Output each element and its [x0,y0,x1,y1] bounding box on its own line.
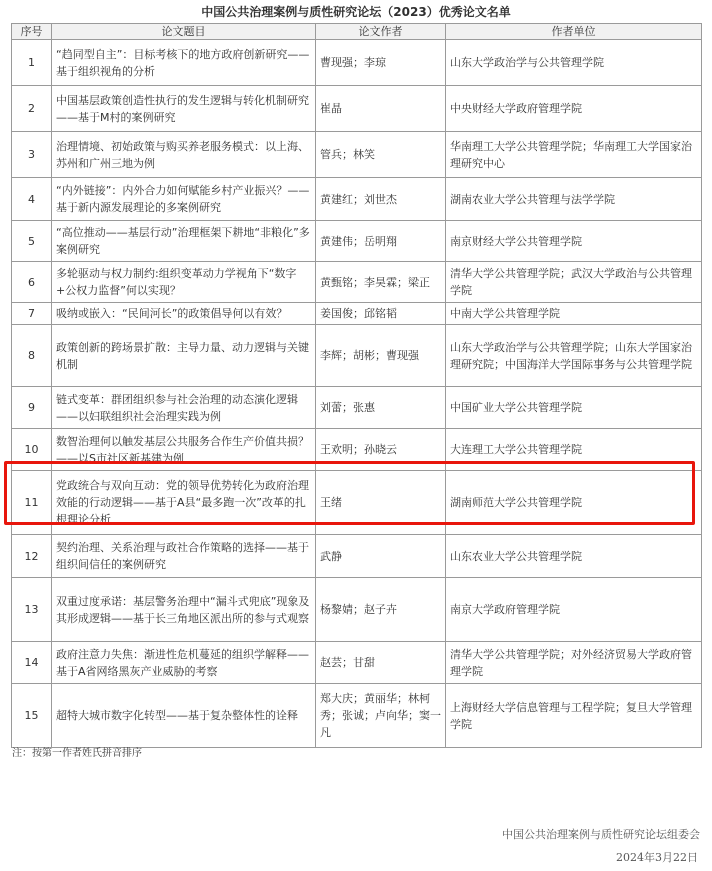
row-topic: 数智治理何以触发基层公共服务合作生产价值共损？——以S市社区新基建为例 [52,429,316,471]
row-authors: 黄建红；刘世杰 [316,178,446,221]
row-authors: 黄建伟；岳明翔 [316,221,446,262]
row-num: 11 [12,471,52,535]
row-affiliation: 山东农业大学公共管理学院 [446,535,702,578]
row-num: 8 [12,325,52,387]
row-affiliation: 中国矿业大学公共管理学院 [446,387,702,429]
row-authors: 赵芸；甘甜 [316,642,446,684]
table-row [12,303,702,325]
paper-list-table [11,23,702,748]
table-row [12,262,702,303]
row-affiliation: 南京大学政府管理学院 [446,578,702,642]
row-affiliation: 清华大学公共管理学院；对外经济贸易大学政府管理学院 [446,642,702,684]
row-topic: “高位推动——基层行动”治理框架下耕地“非粮化”多案例研究 [52,221,316,262]
table-row [12,132,702,178]
row-topic: 治理情境、初始政策与购买养老服务模式：以上海、苏州和广州三地为例 [52,132,316,178]
row-authors: 武静 [316,535,446,578]
row-topic: 中国基层政策创造性执行的发生逻辑与转化机制研究——基于M村的案例研究 [52,86,316,132]
table-row [12,40,702,86]
row-topic: 双重过度承诺：基层警务治理中“漏斗式兜底”现象及其形成逻辑——基于长三角地区派出所的参与式观察 [52,578,316,642]
row-authors: 崔晶 [316,86,446,132]
header-affiliation: 作者单位 [446,24,702,40]
row-affiliation: 中央财经大学政府管理学院 [446,86,702,132]
row-topic: 链式变革：群团组织参与社会治理的动态演化逻辑——以妇联组织社会治理实践为例 [52,387,316,429]
row-num: 15 [12,684,52,748]
row-affiliation: 南京财经大学公共管理学院 [446,221,702,262]
table-header-row [12,24,702,40]
row-topic: 政策创新的跨场景扩散：主导力量、动力逻辑与关键机制 [52,325,316,387]
row-topic: 超特大城市数字化转型——基于复杂整体性的诠释 [52,684,316,748]
table-row [12,642,702,684]
row-authors: 姜国俊；邱铭韬 [316,303,446,325]
row-num: 12 [12,535,52,578]
row-num: 7 [12,303,52,325]
row-affiliation: 华南理工大学公共管理学院；华南理工大学国家治理研究中心 [446,132,702,178]
row-affiliation: 山东大学政治学与公共管理学院 [446,40,702,86]
document-title: 中国公共治理案例与质性研究论坛（2023）优秀论文名单 [201,5,511,19]
row-affiliation: 湖南师范大学公共管理学院 [446,471,702,535]
table-row-highlighted [12,471,702,535]
row-num: 9 [12,387,52,429]
table-row [12,578,702,642]
row-affiliation: 大连理工大学公共管理学院 [446,429,702,471]
row-num: 4 [12,178,52,221]
row-authors: 管兵；林笑 [316,132,446,178]
organizer-signature: 中国公共治理案例与质性研究论坛组委会 [502,828,700,841]
row-authors: 曹现强；李琼 [316,40,446,86]
row-topic: “趋同型自主”：目标考核下的地方政府创新研究——基于组织视角的分析 [52,40,316,86]
row-num: 10 [12,429,52,471]
row-num: 5 [12,221,52,262]
table-row [12,387,702,429]
header-authors: 论文作者 [316,24,446,40]
row-authors: 刘蕾；张惠 [316,387,446,429]
row-authors: 黄甄铭；李昊霖；梁正 [316,262,446,303]
row-num: 13 [12,578,52,642]
row-num: 2 [12,86,52,132]
row-topic: 契约治理、关系治理与政社合作策略的选择——基于组织间信任的案例研究 [52,535,316,578]
row-topic: 多轮驱动与权力制约:组织变革动力学视角下“数字+公权力监督”何以实现？ [52,262,316,303]
row-num: 14 [12,642,52,684]
row-authors: 王欢明；孙晓云 [316,429,446,471]
row-num: 6 [12,262,52,303]
table-row [12,221,702,262]
row-authors: 郑大庆；黄丽华；林柯秀；张诚；卢向华；窦一凡 [316,684,446,748]
table-row [12,535,702,578]
row-num: 3 [12,132,52,178]
table-row [12,86,702,132]
row-affiliation: 清华大学公共管理学院；武汉大学政治与公共管理学院 [446,262,702,303]
row-topic: “内外链接”：内外合力如何赋能乡村产业振兴？——基于新内源发展理论的多案例研究 [52,178,316,221]
row-topic: 党政统合与双向互动：党的领导优势转化为政府治理效能的行动逻辑——基于A县“最多跑一次”改革的扎根理论分析 [52,471,316,535]
table-row [12,684,702,748]
row-authors: 杨黎婧；赵子卉 [316,578,446,642]
row-num: 1 [12,40,52,86]
row-topic: 政府注意力失焦：渐进性危机蔓延的组织学解释——基于A省网络黑灰产业威胁的考察 [52,642,316,684]
header-num: 序号 [12,24,52,40]
table-row [12,178,702,221]
header-topic: 论文题目 [52,24,316,40]
row-affiliation: 中南大学公共管理学院 [446,303,702,325]
row-affiliation: 上海财经大学信息管理与工程学院；复旦大学管理学院 [446,684,702,748]
sorting-note: 注：按第一作者姓氏拼音排序 [12,748,142,759]
row-authors: 王绪 [316,471,446,535]
row-affiliation: 湖南农业大学公共管理与法学学院 [446,178,702,221]
row-topic: 吸纳或嵌入：“民间河长”的政策倡导何以有效？ [52,303,316,325]
issue-date: 2024年3月22日 [616,851,698,864]
row-authors: 李辉；胡彬；曹现强 [316,325,446,387]
table-row [12,325,702,387]
table-row [12,429,702,471]
row-affiliation: 山东大学政治学与公共管理学院；山东大学国家治理研究院；中国海洋大学国际事务与公共管理学院 [446,325,702,387]
